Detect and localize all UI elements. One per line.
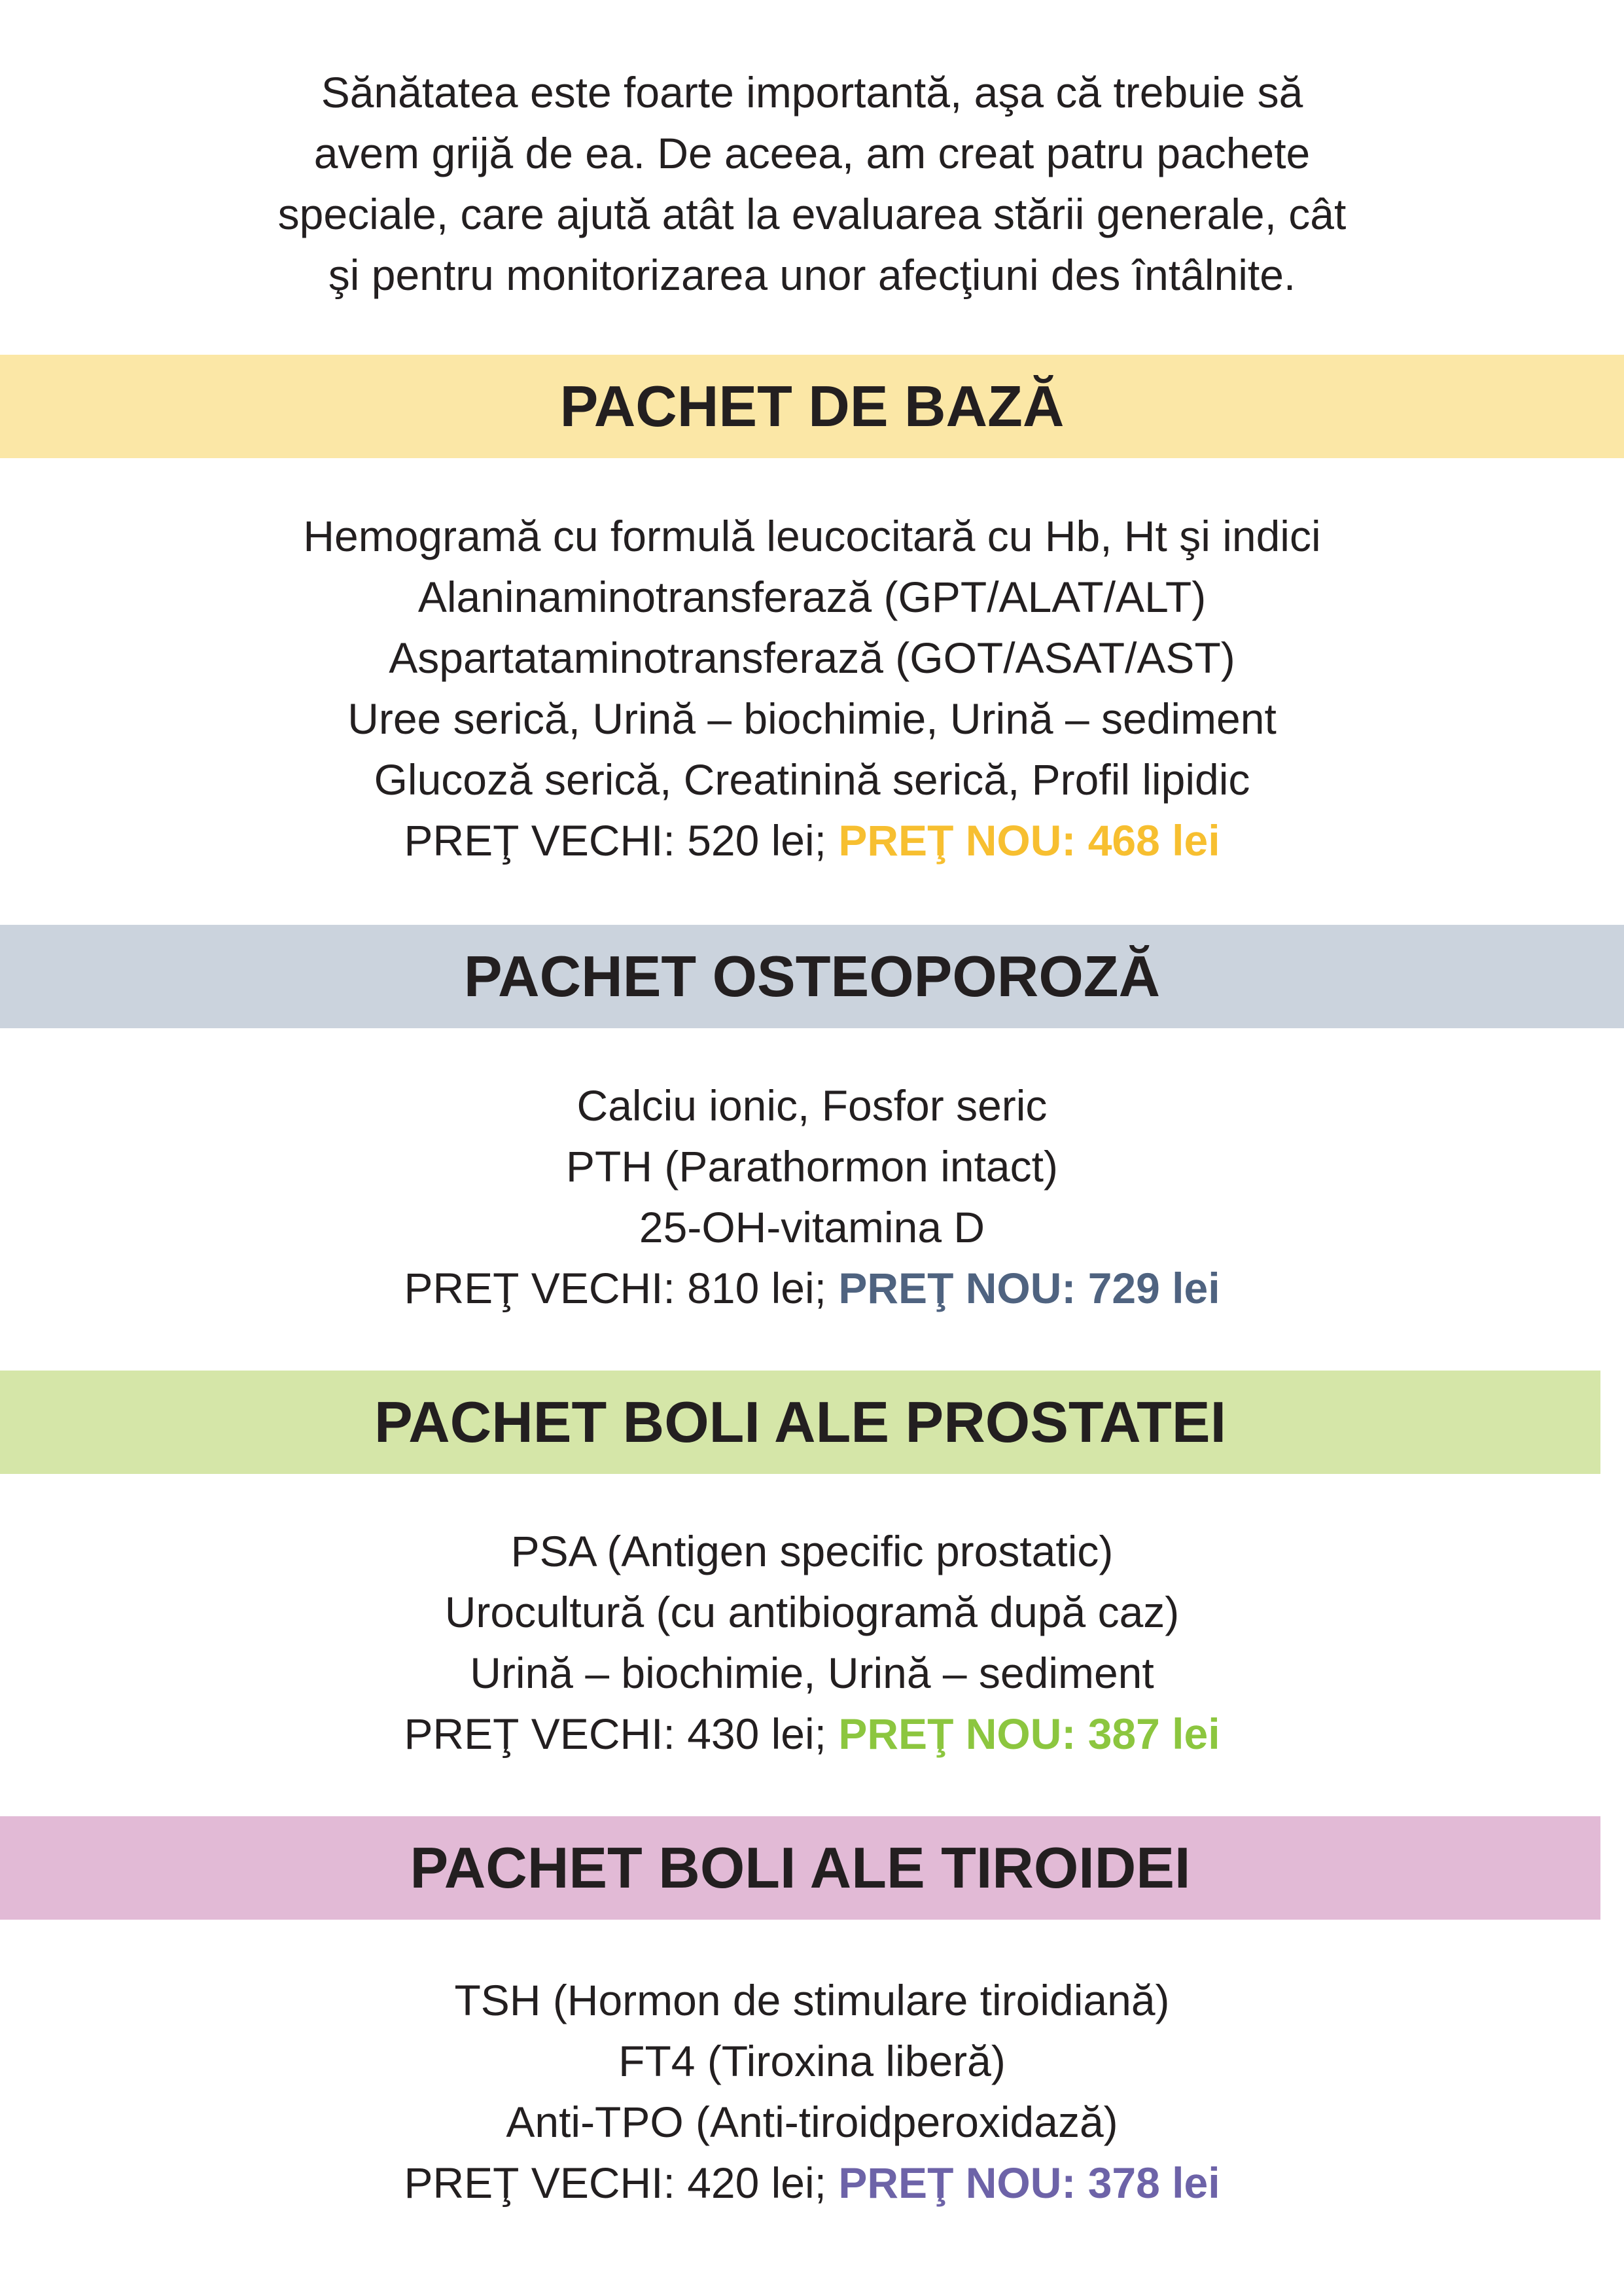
- price-line: [0, 1704, 1624, 1765]
- new-price: PREŢ NOU: 378 lei: [838, 2159, 1220, 2207]
- package-item: Urocultură (cu antibiogramă după caz): [444, 1588, 1180, 1636]
- package-item: FT4 (Tiroxina liberă): [618, 2037, 1006, 2085]
- price-line: [0, 810, 1624, 871]
- package-title: PACHET BOLI ALE PROSTATEI: [374, 1390, 1227, 1454]
- package-title: PACHET BOLI ALE TIROIDEI: [410, 1835, 1191, 1900]
- new-price: PREŢ NOU: 729 lei: [838, 1264, 1220, 1312]
- package-title: PACHET DE BAZĂ: [559, 374, 1065, 439]
- package-item: PSA (Antigen specific prostatic): [510, 1527, 1114, 1575]
- package-title: PACHET OSTEOPOROZĂ: [463, 944, 1161, 1009]
- package-item: Aspartataminotransferază (GOT/ASAT/AST): [389, 634, 1235, 682]
- package-band-osteoporoza: [0, 925, 1624, 1028]
- intro-paragraph: [0, 62, 1624, 306]
- price-line: [0, 2153, 1624, 2214]
- package-item: Hemogramă cu formulă leucocitară cu Hb, Ht şi indici: [303, 512, 1321, 560]
- old-price: PREŢ VECHI: 810 lei;: [404, 1264, 827, 1312]
- price-line: [0, 1258, 1624, 1319]
- package-band-prostata: [0, 1371, 1600, 1474]
- new-price: PREŢ NOU: 387 lei: [838, 1710, 1220, 1758]
- package-items-tiroida: [0, 1970, 1624, 2214]
- package-band-tiroida: [0, 1816, 1600, 1920]
- package-item: Urină – biochimie, Urină – sediment: [470, 1649, 1154, 1697]
- package-item: TSH (Hormon de stimulare tiroidiană): [454, 1976, 1170, 2024]
- package-item: Anti-TPO (Anti-tiroidperoxidază): [506, 2098, 1118, 2146]
- package-items-prostata: [0, 1521, 1624, 1765]
- intro-line: Sănătatea este foarte importantă, aşa că trebuie să: [321, 68, 1303, 117]
- intro-line: şi pentru monitorizarea unor afecţiuni des întâlnite.: [328, 251, 1296, 299]
- package-item: 25-OH-vitamina D: [639, 1203, 985, 1251]
- package-item: Alaninaminotransferază (GPT/ALAT/ALT): [417, 573, 1207, 621]
- new-price: PREŢ NOU: 468 lei: [838, 816, 1220, 865]
- package-item: Glucoză serică, Creatinină serică, Profil lipidic: [374, 755, 1250, 804]
- old-price: PREŢ VECHI: 520 lei;: [404, 816, 827, 865]
- old-price: PREŢ VECHI: 420 lei;: [404, 2159, 827, 2207]
- package-items-baza: [0, 506, 1624, 871]
- package-item: Uree serică, Urină – biochimie, Urină – sediment: [347, 694, 1277, 743]
- old-price: PREŢ VECHI: 430 lei;: [404, 1710, 827, 1758]
- intro-line: speciale, care ajută atât la evaluarea stării generale, cât: [277, 190, 1347, 238]
- intro-line: avem grijă de ea. De aceea, am creat patru pachete: [313, 129, 1311, 177]
- package-items-osteoporoza: [0, 1075, 1624, 1319]
- package-band-baza: [0, 355, 1624, 458]
- package-item: PTH (Parathormon intact): [566, 1142, 1058, 1191]
- package-item: Calciu ionic, Fosfor seric: [576, 1081, 1048, 1130]
